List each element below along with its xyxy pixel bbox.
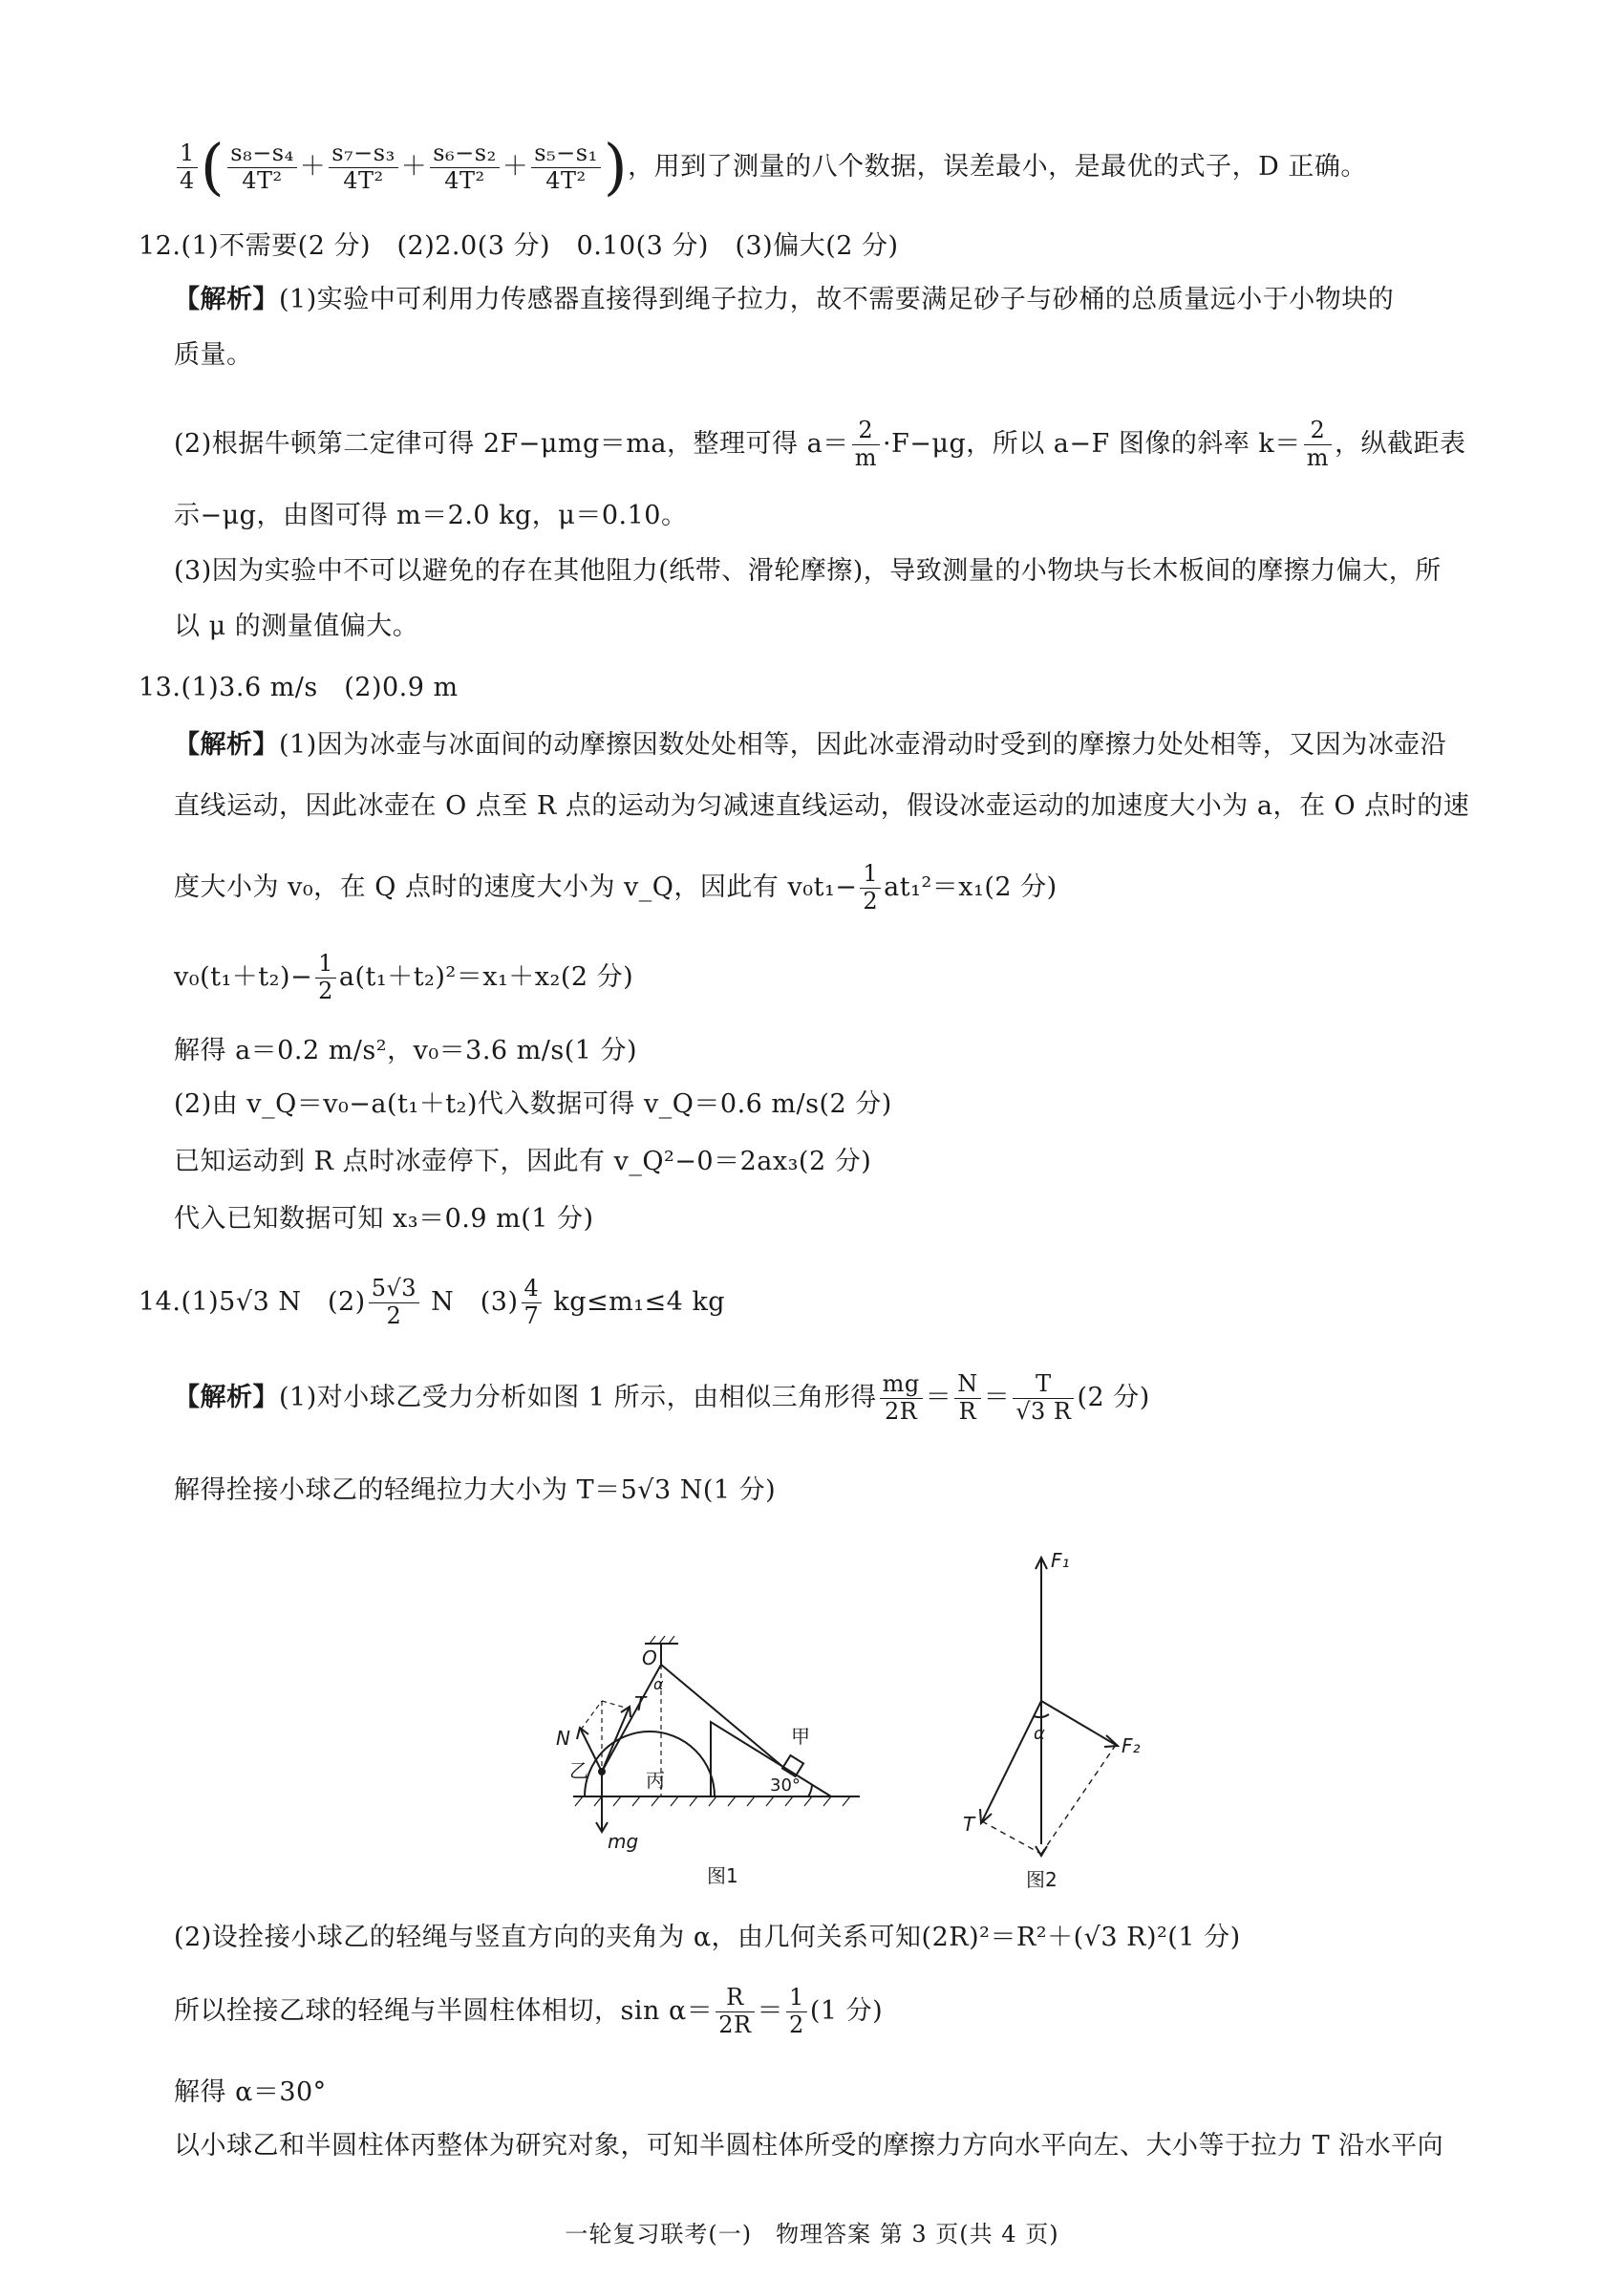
fig1-caption: 图1 xyxy=(707,1864,738,1887)
fig1-label-jia: 甲 xyxy=(791,1725,810,1748)
q12-p3b: 以 μ 的测量值偏大。 xyxy=(174,612,419,641)
fig1-label-t: T xyxy=(634,1692,647,1715)
fig1-label-alpha: α xyxy=(653,1675,664,1693)
formula-tail: ，用到了测量的八个数据，误差最小，是最优的式子，D 正确。 xyxy=(628,152,1367,182)
page-footer: 一轮复习联考(一) 物理答案 第 3 页(共 4 页) xyxy=(565,2221,1059,2248)
q12-p3a: (3)因为实验中不可以避免的存在其他阻力(纸带、滑轮摩擦)，导致测量的小物块与长木板间的摩擦力偏大，所 xyxy=(174,556,1442,586)
q13-l3: 度大小为 v₀，在 Q 点时的速度大小为 v_Q，因此有 v₀t₁− $\frac{1}{2}$ at₁²＝x₁(2 分) xyxy=(174,860,1058,914)
q13-l2: 直线运动，因此冰壶在 O 点至 R 点的运动为匀减速直线运动，假设冰壶运动的加速度大小为 a，在 O 点时的速 xyxy=(174,791,1470,821)
q12-answer: 12.(1)不需要(2 分) (2)2.0(3 分) 0.10(3 分) (3)偏大(2 分) xyxy=(139,231,899,261)
term-4: $\frac{\text{s₅−s₁}}{\text{4T²}}$ xyxy=(531,140,600,194)
q14-l1: 【解析】(1)对小球乙受力分析如图 1 所示，由相似三角形得 $\frac{mg}{2R}$ ＝ $\frac{N}{R}$ ＝ $\frac{T}{√3 R}$ (2 分) xyxy=(174,1370,1150,1425)
q12-analysis-1 xyxy=(174,281,1394,319)
q12-p1a: (1)实验中可利用力传感器直接得到绳子拉力，故不需要满足砂子与砂桶的总质量远小于小物块的 xyxy=(279,285,1395,314)
q14-l5: 解得 α＝30° xyxy=(174,2077,327,2107)
q13-l5: 解得 a＝0.2 m/s²，v₀＝3.6 m/s(1 分) xyxy=(174,1036,638,1065)
formula-line: $\frac{1}{4}$ ( $\frac{\text{s₈−s₄}}{\text{4T²}}$ ＋ $\frac{\text{s₇−s₃}}{\text{4T²}}$ ＋ $\frac{\text{s₆−s₂}}{\text{4T²}}$ ＋ $\frac{\text{s₅−s₁}}{\text{4T²}}$ )，用到了测量的八个数据，误差最小，是最优的式子，D 正确。 xyxy=(174,134,1367,201)
q12-p2a: (2)根据牛顿第二定律可得 2F−μmg＝ma，整理可得 a＝ $\frac{2}{m}$ ·F−μg，所以 a−F 图像的斜率 k＝ $\frac{2}{m}$ ，纵截距表 xyxy=(174,417,1466,471)
fig1-label-o: O xyxy=(642,1646,657,1669)
fig2-caption: 图2 xyxy=(1026,1868,1058,1891)
q13-l6: (2)由 v_Q＝v₀−a(t₁＋t₂)代入数据可得 v_Q＝0.6 m/s(2 分) xyxy=(174,1089,892,1119)
figure-1 xyxy=(535,1605,936,1892)
fig1-label-mg: mg xyxy=(608,1830,639,1853)
q14-l2: 解得拴接小球乙的轻绳拉力大小为 T＝5√3 N(1 分) xyxy=(174,1475,777,1505)
fig1-label-bing: 丙 xyxy=(646,1769,665,1792)
fig2-label-f2: F₂ xyxy=(1122,1734,1141,1757)
q13-answer: 13.(1)3.6 m/s (2)0.9 m xyxy=(139,673,459,702)
q12-p1b: 质量。 xyxy=(174,340,253,370)
analysis-tag: 【解析】 xyxy=(174,285,279,314)
fig1-label-yi: 乙 xyxy=(569,1759,588,1782)
q13-l8: 代入已知数据可知 x₃＝0.9 m(1 分) xyxy=(174,1204,594,1234)
fig2-label-f1: F₁ xyxy=(1051,1549,1070,1572)
fig1-label-angle: 30° xyxy=(770,1775,801,1796)
q13-l1: 【解析】(1)因为冰壶与冰面间的动摩擦因数处处相等，因此冰壶滑动时受到的摩擦力处处相等，又因为冰壶沿 xyxy=(174,730,1447,760)
q13-l4: v₀(t₁＋t₂)− $\frac{1}{2}$ a(t₁＋t₂)²＝x₁＋x₂(2 分) xyxy=(174,950,634,1004)
q14-l6: 以小球乙和半圆柱体丙整体为研究对象，可知半圆柱体所受的摩擦力方向水平向左、大小等于拉力 T 沿水平向 xyxy=(174,2131,1444,2161)
q14-l3: (2)设拴接小球乙的轻绳与竖直方向的夹角为 α，由几何关系可知(2R)²＝R²＋(√3 R)²(1 分) xyxy=(174,1923,1241,1952)
q14-answer: 14.(1)5√3 N (2) $\frac{5√3}{2}$ N (3) $\frac{4}{7}$ kg≤m₁≤4 kg xyxy=(139,1275,726,1329)
term-2: $\frac{\text{s₇−s₃}}{\text{4T²}}$ xyxy=(329,140,397,194)
q14-l4: 所以拴接乙球的轻绳与半圆柱体相切，sin α＝ $\frac{R}{2R}$ ＝ $\frac{1}{2}$ (1 分) xyxy=(174,1984,884,2038)
coef-fraction: $\frac{1}{4}$ xyxy=(177,140,198,194)
term-1: $\frac{\text{s₈−s₄}}{\text{4T²}}$ xyxy=(227,140,296,194)
q13-l7: 已知运动到 R 点时冰壶停下，因此有 v_Q²−0＝2ax₃(2 分) xyxy=(174,1147,872,1176)
term-3: $\frac{\text{s₆−s₂}}{\text{4T²}}$ xyxy=(430,140,499,194)
figure-2 xyxy=(946,1538,1165,1902)
fig2-label-t: T xyxy=(963,1813,975,1836)
fig1-label-n: N xyxy=(556,1727,570,1750)
q12-p2b: 示−μg，由图可得 m＝2.0 kg，μ＝0.10。 xyxy=(174,501,688,530)
fig2-label-alpha: α xyxy=(1034,1724,1045,1744)
